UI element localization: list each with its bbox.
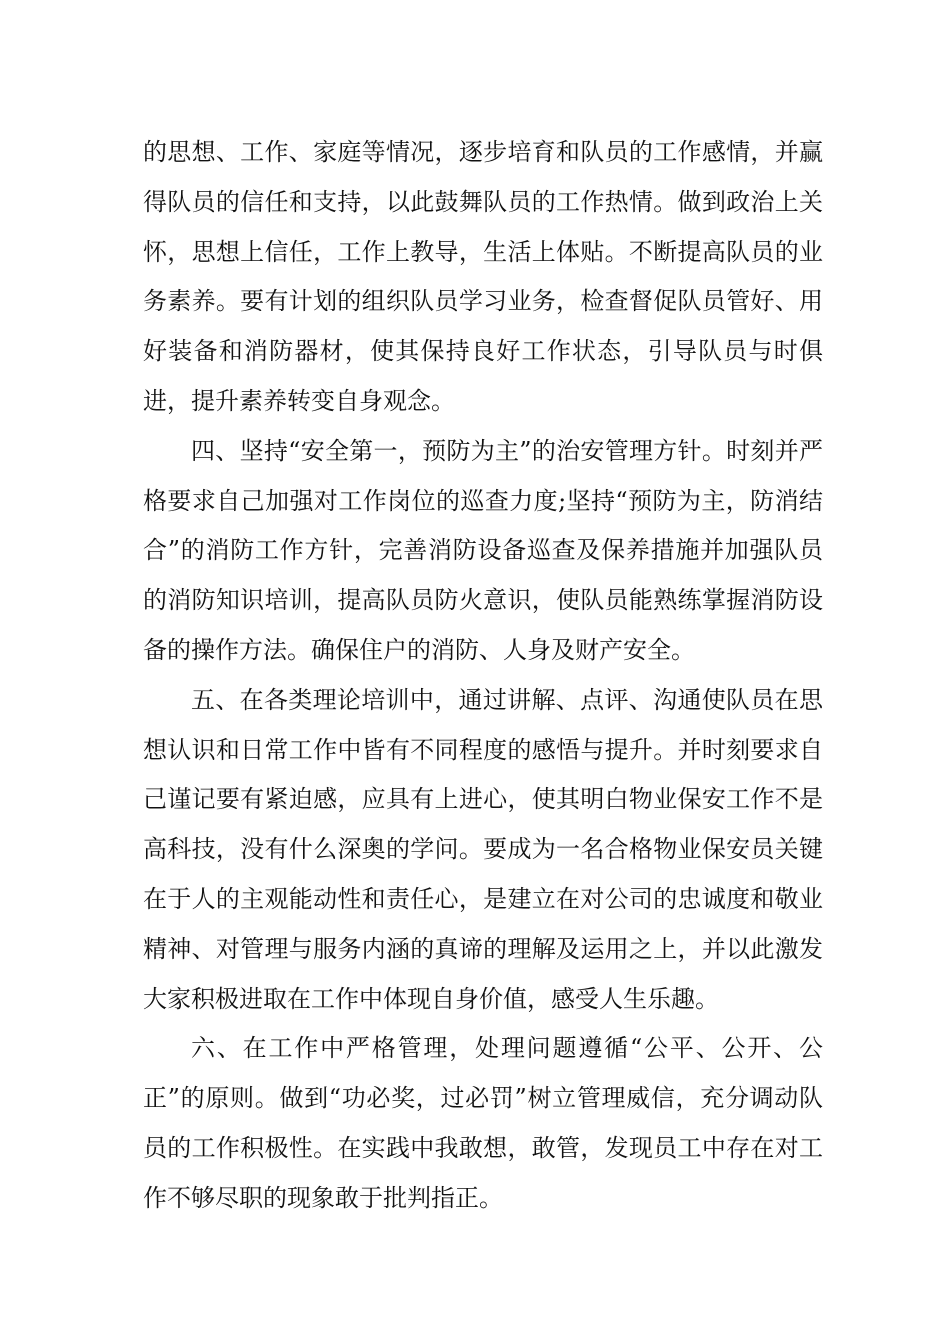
- paragraph-six: 六、在工作中严格管理，处理问题遵循“公平、公开、公正”的原则。做到“功必奖，过必罚”树立管理威信，充分调动队员的工作积极性。在实践中我敢想，敢管，发现员工中存在对工作不够尽职的现象敢于批判指正。: [143, 1034, 823, 1212]
- paragraph-four: 四、坚持“安全第一，预防为主”的治安管理方针。时刻并严格要求自己加强对工作岗位的巡查力度;坚持“预防为主，防消结合”的消防工作方针，完善消防设备巡查及保养措施并加强队员的消防知识培训，提高队员防火意识，使队员能熟练掌握消防设备的操作方法。确保住户的消防、人身及财产安全。: [143, 436, 823, 664]
- paragraph-five: 五、在各类理论培训中，通过讲解、点评、沟通使队员在思想认识和日常工作中皆有不同程度的感悟与提升。并时刻要求自己谨记要有紧迫感，应具有上进心，使其明白物业保安工作不是高科技，没有什么深奥的学问。要成为一名合格物业保安员关键在于人的主观能动性和责任心，是建立在对公司的忠诚度和敬业精神、对管理与服务内涵的真谛的理解及运用之上，并以此激发大家积极进取在工作中体现自身价值，感受人生乐趣。: [143, 685, 823, 1013]
- document-body: [143, 128, 823, 1224]
- paragraph-continued: 的思想、工作、家庭等情况，逐步培育和队员的工作感情，并赢得队员的信任和支持，以此鼓舞队员的工作热情。做到政治上关怀，思想上信任，工作上教导，生活上体贴。不断提高队员的业务素养。要有计划的组织队员学习业务，检查督促队员管好、用好装备和消防器材，使其保持良好工作状态，引导队员与时俱进，提升素养转变自身观念。: [143, 138, 823, 415]
